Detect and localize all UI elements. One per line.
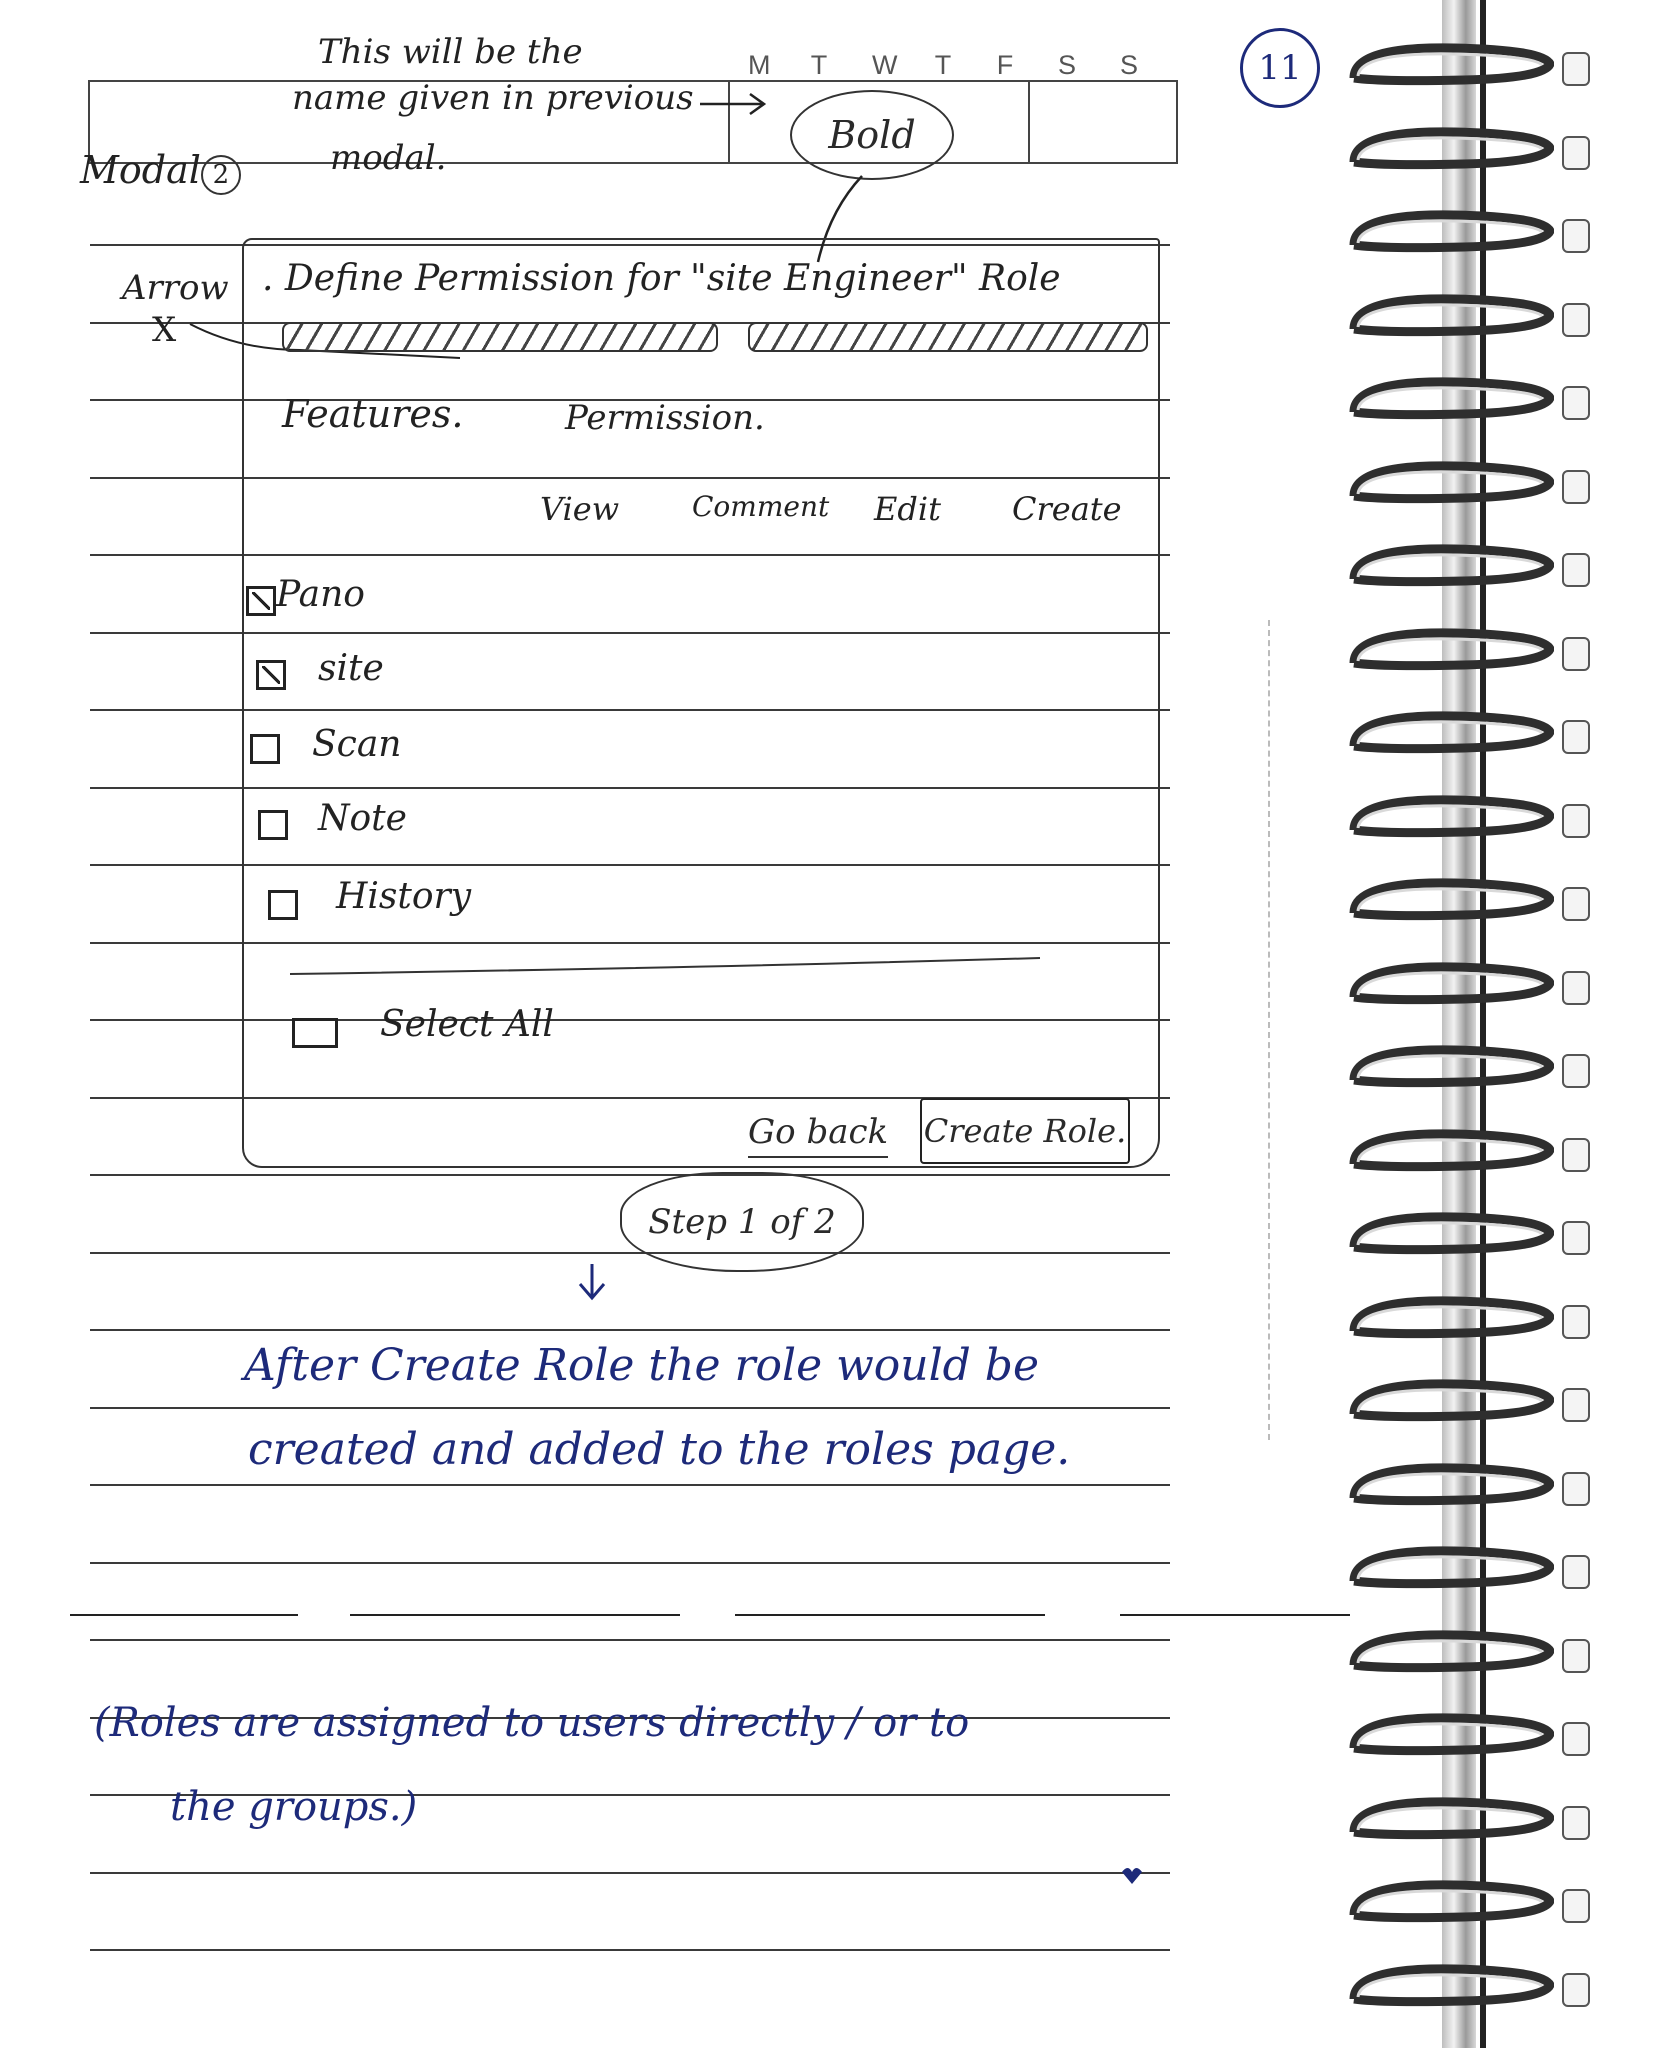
binding-hole	[1562, 52, 1590, 86]
aside-line: the groups.)	[170, 1784, 418, 1830]
feature-label-note: Note	[318, 798, 407, 839]
coil-ring-icon	[1344, 205, 1554, 261]
aside-line: (Roles are assigned to users directly / or to	[94, 1700, 970, 1746]
coil-ring-icon	[1344, 1541, 1554, 1597]
coil-ring-icon	[1344, 1875, 1554, 1931]
section-divider	[735, 1614, 1045, 1616]
title-placeholder-bar	[748, 322, 1148, 352]
annotation-line: This will be the	[318, 32, 583, 72]
binding-hole	[1562, 1221, 1590, 1255]
title-placeholder-bar	[282, 322, 718, 352]
spiral-binding	[1340, 0, 1640, 2048]
note-line: After Create Role the role would be	[244, 1340, 1040, 1391]
heart-icon	[1122, 1868, 1142, 1884]
binding-hole	[1562, 1639, 1590, 1673]
coil-ring-icon	[1344, 706, 1554, 762]
select-all-label: Select All	[380, 1004, 554, 1045]
coil-ring-icon	[1344, 1124, 1554, 1180]
coil-ring-icon	[1344, 38, 1554, 94]
coil-ring-icon	[1344, 623, 1554, 679]
binding-hole	[1562, 971, 1590, 1005]
annotation-line: modal.	[330, 138, 447, 178]
coil-ring-icon	[1344, 1708, 1554, 1764]
binding-hole	[1562, 1138, 1590, 1172]
coil-ring-icon	[1344, 539, 1554, 595]
coil-ring-icon	[1344, 456, 1554, 512]
binding-hole	[1562, 887, 1590, 921]
column-edit[interactable]: Edit	[874, 490, 941, 528]
weekday: T	[810, 50, 828, 80]
feature-label-scan: Scan	[312, 724, 402, 765]
permission-heading: Permission.	[565, 398, 765, 438]
binding-hole	[1562, 1472, 1590, 1506]
binding-hole	[1562, 1054, 1590, 1088]
binding-hole	[1562, 1889, 1590, 1923]
binding-hole	[1562, 303, 1590, 337]
coil-ring-icon	[1344, 790, 1554, 846]
coil-ring-icon	[1344, 873, 1554, 929]
coil-ring-icon	[1344, 1959, 1554, 2015]
note-line: created and added to the roles page.	[248, 1424, 1071, 1475]
weekday: S	[1120, 50, 1139, 80]
coil-ring-icon	[1344, 1625, 1554, 1681]
modal-title: . Define Permission for "site Engineer" Role	[262, 258, 1061, 299]
page-number: 11	[1240, 28, 1320, 108]
weekday: M	[748, 50, 771, 80]
section-divider	[350, 1614, 680, 1616]
coil-ring-icon	[1344, 1207, 1554, 1263]
coil-ring-icon	[1344, 1374, 1554, 1430]
binding-hole	[1562, 136, 1590, 170]
select-all-checkbox[interactable]	[292, 1018, 338, 1048]
feature-checkbox-history[interactable]	[268, 890, 298, 920]
column-comment[interactable]: Comment	[692, 490, 830, 523]
binding-hole	[1562, 1305, 1590, 1339]
modal-number: 2	[201, 155, 241, 195]
bold-callout: Bold	[790, 90, 954, 180]
coil-ring-icon	[1344, 1792, 1554, 1848]
binding-hole	[1562, 1555, 1590, 1589]
coil-ring-icon	[1344, 1291, 1554, 1347]
features-heading: Features.	[282, 392, 464, 436]
go-back-button[interactable]: Go back	[748, 1112, 888, 1158]
coil-ring-icon	[1344, 122, 1554, 178]
binding-hole	[1562, 470, 1590, 504]
column-view[interactable]: View	[540, 490, 620, 528]
binding-hole	[1562, 1722, 1590, 1756]
weekday: W	[872, 50, 898, 80]
feature-label-history: History	[336, 876, 472, 917]
close-icon[interactable]: X	[152, 310, 177, 350]
binding-hole	[1562, 1806, 1590, 1840]
section-divider	[1120, 1614, 1350, 1616]
binding-hole	[1562, 804, 1590, 838]
coil-ring-icon	[1344, 372, 1554, 428]
feature-checkbox-site[interactable]	[256, 660, 286, 690]
binding-hole	[1562, 553, 1590, 587]
down-arrow-icon	[580, 1264, 604, 1298]
coil-ring-icon	[1344, 957, 1554, 1013]
create-role-button[interactable]: Create Role.	[920, 1098, 1130, 1164]
weekday: T	[934, 50, 952, 80]
margin-guide	[1268, 620, 1270, 1440]
binding-hole	[1562, 386, 1590, 420]
section-divider	[70, 1614, 298, 1616]
feature-label-pano: Pano	[276, 574, 365, 615]
column-create[interactable]: Create	[1012, 490, 1122, 528]
binding-hole	[1562, 219, 1590, 253]
coil-ring-icon	[1344, 1040, 1554, 1096]
binding-hole	[1562, 637, 1590, 671]
coil-ring-icon	[1344, 1458, 1554, 1514]
coil-ring-icon	[1344, 289, 1554, 345]
step-indicator: Step 1 of 2	[620, 1172, 864, 1272]
side-note: Arrow	[122, 268, 229, 308]
modal-label-text: Modal	[80, 148, 201, 192]
feature-checkbox-pano[interactable]	[246, 586, 276, 616]
annotation-line: name given in previous	[292, 78, 694, 118]
feature-checkbox-scan[interactable]	[250, 734, 280, 764]
binding-hole	[1562, 1388, 1590, 1422]
weekday: F	[996, 50, 1014, 80]
feature-checkbox-note[interactable]	[258, 810, 288, 840]
binding-hole	[1562, 1973, 1590, 2007]
weekday: S	[1058, 50, 1077, 80]
binding-hole	[1562, 720, 1590, 754]
feature-label-site: site	[318, 648, 384, 689]
